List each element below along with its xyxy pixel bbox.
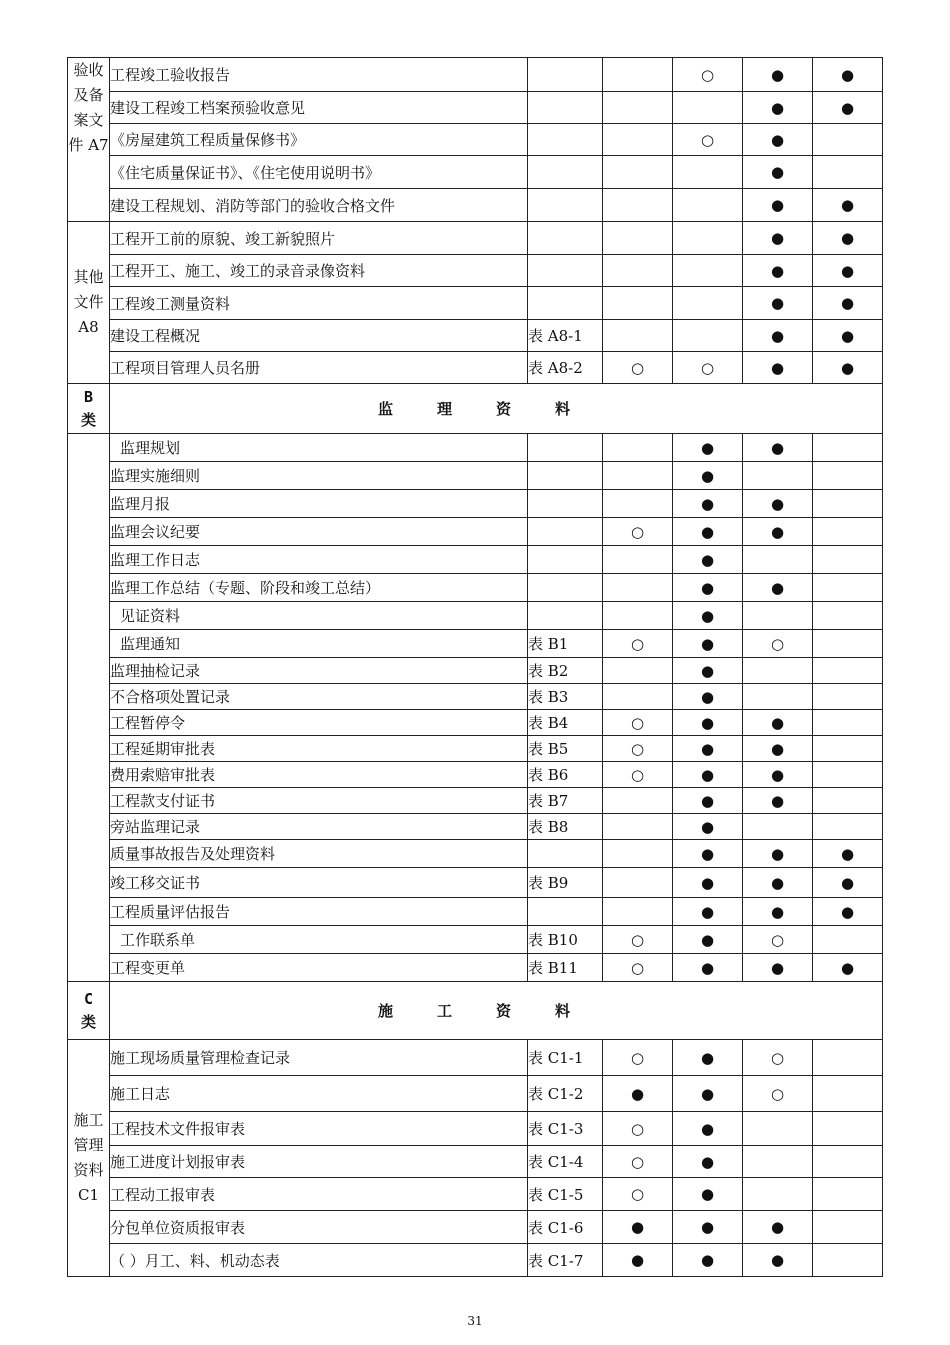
mark-cell bbox=[813, 1178, 883, 1211]
mark-cell bbox=[813, 684, 883, 710]
mark-cell: ● bbox=[813, 868, 883, 898]
mark-cell: ○ bbox=[603, 710, 673, 736]
mark-cell bbox=[813, 788, 883, 814]
mark-cell bbox=[603, 320, 673, 352]
mark-cell bbox=[673, 156, 743, 189]
mark-cell bbox=[743, 1112, 813, 1146]
mark-cell bbox=[813, 574, 883, 602]
table-row bbox=[68, 898, 883, 926]
table-row bbox=[68, 462, 883, 490]
item-name: 工程质量评估报告 bbox=[110, 898, 528, 926]
form-number bbox=[528, 574, 603, 602]
form-number: 表 B3 bbox=[528, 684, 603, 710]
mark-cell: ○ bbox=[603, 1112, 673, 1146]
mark-cell: ● bbox=[673, 710, 743, 736]
mark-cell: ● bbox=[813, 954, 883, 982]
table-row bbox=[68, 814, 883, 840]
table-row bbox=[68, 602, 883, 630]
item-name: 工程竣工测量资料 bbox=[110, 287, 528, 320]
mark-cell: ● bbox=[743, 574, 813, 602]
table-row bbox=[68, 156, 883, 189]
mark-cell bbox=[743, 546, 813, 574]
table-row bbox=[68, 868, 883, 898]
mark-cell: ● bbox=[743, 788, 813, 814]
archive-table bbox=[67, 57, 883, 1277]
mark-cell: ● bbox=[743, 434, 813, 462]
mark-cell bbox=[813, 926, 883, 954]
mark-cell: ● bbox=[813, 898, 883, 926]
item-name: 建设工程竣工档案预验收意见 bbox=[110, 92, 528, 124]
table-row bbox=[68, 762, 883, 788]
table-row bbox=[68, 658, 883, 684]
mark-cell bbox=[603, 462, 673, 490]
item-name: 施工进度计划报审表 bbox=[110, 1146, 528, 1178]
mark-cell: ● bbox=[673, 630, 743, 658]
mark-cell bbox=[743, 462, 813, 490]
mark-cell bbox=[603, 255, 673, 287]
mark-cell bbox=[603, 868, 673, 898]
form-number: 表 B8 bbox=[528, 814, 603, 840]
form-number: 表 B4 bbox=[528, 710, 603, 736]
mark-cell: ● bbox=[743, 762, 813, 788]
table-row bbox=[68, 124, 883, 156]
mark-cell bbox=[603, 434, 673, 462]
section-letter bbox=[68, 982, 110, 1040]
mark-cell bbox=[813, 602, 883, 630]
form-number bbox=[528, 92, 603, 124]
mark-cell: ● bbox=[603, 1076, 673, 1112]
mark-cell: ● bbox=[813, 840, 883, 868]
form-number bbox=[528, 434, 603, 462]
form-number: 表 C1-1 bbox=[528, 1040, 603, 1076]
mark-cell bbox=[603, 602, 673, 630]
item-name: 见证资料 bbox=[110, 602, 528, 630]
table-row bbox=[68, 1146, 883, 1178]
section-header-row bbox=[68, 384, 883, 434]
form-number: 表 C1-4 bbox=[528, 1146, 603, 1178]
mark-cell bbox=[813, 630, 883, 658]
form-number: 表 B7 bbox=[528, 788, 603, 814]
mark-cell bbox=[813, 490, 883, 518]
mark-cell bbox=[813, 1244, 883, 1277]
form-number bbox=[528, 58, 603, 92]
mark-cell: ● bbox=[673, 898, 743, 926]
table-row bbox=[68, 320, 883, 352]
mark-cell: ○ bbox=[603, 518, 673, 546]
mark-cell: ● bbox=[603, 1211, 673, 1244]
section-letter-suffix: 类 bbox=[80, 1012, 96, 1031]
mark-cell bbox=[813, 1076, 883, 1112]
mark-cell bbox=[813, 518, 883, 546]
mark-cell bbox=[673, 92, 743, 124]
mark-cell: ● bbox=[813, 320, 883, 352]
form-number bbox=[528, 490, 603, 518]
table-row bbox=[68, 926, 883, 954]
mark-cell bbox=[813, 736, 883, 762]
mark-cell: ● bbox=[673, 434, 743, 462]
table-row bbox=[68, 1040, 883, 1076]
item-name: 竣工移交证书 bbox=[110, 868, 528, 898]
mark-cell bbox=[813, 1112, 883, 1146]
mark-cell bbox=[813, 814, 883, 840]
table-row bbox=[68, 490, 883, 518]
item-name: 旁站监理记录 bbox=[110, 814, 528, 840]
mark-cell bbox=[603, 546, 673, 574]
mark-cell: ● bbox=[673, 868, 743, 898]
mark-cell: ● bbox=[673, 1146, 743, 1178]
table-row bbox=[68, 788, 883, 814]
table-row bbox=[68, 1211, 883, 1244]
table-row bbox=[68, 1244, 883, 1277]
item-name: 工程延期审批表 bbox=[110, 736, 528, 762]
form-number: 表 B9 bbox=[528, 868, 603, 898]
mark-cell: ○ bbox=[743, 1076, 813, 1112]
item-name: 费用索赔审批表 bbox=[110, 762, 528, 788]
item-name: 《住宅质量保证书》、《住宅使用说明书》 bbox=[110, 156, 528, 189]
table-row bbox=[68, 92, 883, 124]
table-row bbox=[68, 710, 883, 736]
mark-cell: ● bbox=[673, 684, 743, 710]
mark-cell bbox=[603, 840, 673, 868]
form-number bbox=[528, 546, 603, 574]
item-name: 工程开工前的原貌、竣工新貌照片 bbox=[110, 222, 528, 255]
mark-cell bbox=[813, 1146, 883, 1178]
item-name: 监理通知 bbox=[110, 630, 528, 658]
mark-cell: ● bbox=[673, 1244, 743, 1277]
mark-cell: ● bbox=[673, 490, 743, 518]
mark-cell: ● bbox=[673, 658, 743, 684]
item-name: 工作联系单 bbox=[110, 926, 528, 954]
mark-cell: ● bbox=[743, 868, 813, 898]
form-number bbox=[528, 840, 603, 868]
mark-cell bbox=[813, 462, 883, 490]
form-number bbox=[528, 156, 603, 189]
section-title: 监理资料 bbox=[110, 384, 883, 434]
mark-cell: ○ bbox=[603, 352, 673, 384]
mark-cell bbox=[603, 658, 673, 684]
mark-cell: ● bbox=[813, 222, 883, 255]
section-letter-suffix: 类 bbox=[80, 410, 96, 429]
item-name: 监理规划 bbox=[110, 434, 528, 462]
form-number bbox=[528, 898, 603, 926]
mark-cell bbox=[603, 156, 673, 189]
mark-cell bbox=[603, 92, 673, 124]
mark-cell: ● bbox=[743, 124, 813, 156]
mark-cell: ● bbox=[813, 92, 883, 124]
mark-cell bbox=[813, 762, 883, 788]
item-name: 质量事故报告及处理资料 bbox=[110, 840, 528, 868]
mark-cell bbox=[813, 156, 883, 189]
mark-cell bbox=[743, 602, 813, 630]
mark-cell bbox=[603, 788, 673, 814]
form-number bbox=[528, 602, 603, 630]
mark-cell: ○ bbox=[743, 630, 813, 658]
section-title: 施工资料 bbox=[110, 982, 883, 1040]
mark-cell: ● bbox=[673, 762, 743, 788]
mark-cell bbox=[813, 1211, 883, 1244]
table-row bbox=[68, 1112, 883, 1146]
mark-cell: ● bbox=[743, 189, 813, 222]
mark-cell bbox=[673, 189, 743, 222]
table-row bbox=[68, 58, 883, 92]
table-row bbox=[68, 1178, 883, 1211]
mark-cell bbox=[813, 658, 883, 684]
item-name: 工程竣工验收报告 bbox=[110, 58, 528, 92]
table-row bbox=[68, 546, 883, 574]
mark-cell: ● bbox=[673, 926, 743, 954]
item-name: 监理抽检记录 bbox=[110, 658, 528, 684]
mark-cell bbox=[813, 124, 883, 156]
item-name: 建设工程规划、消防等部门的验收合格文件 bbox=[110, 189, 528, 222]
mark-cell: ○ bbox=[743, 926, 813, 954]
form-number: 表 C1-7 bbox=[528, 1244, 603, 1277]
form-number bbox=[528, 462, 603, 490]
mark-cell bbox=[673, 287, 743, 320]
item-name: 监理月报 bbox=[110, 490, 528, 518]
mark-cell: ● bbox=[673, 788, 743, 814]
mark-cell: ● bbox=[813, 352, 883, 384]
mark-cell bbox=[813, 710, 883, 736]
mark-cell: ○ bbox=[603, 736, 673, 762]
item-name: 监理工作日志 bbox=[110, 546, 528, 574]
mark-cell bbox=[603, 287, 673, 320]
mark-cell: ● bbox=[673, 574, 743, 602]
category-label: 施工管理资料 C1 bbox=[68, 1040, 110, 1277]
mark-cell bbox=[603, 58, 673, 92]
mark-cell bbox=[603, 684, 673, 710]
mark-cell: ● bbox=[743, 352, 813, 384]
mark-cell: ● bbox=[673, 736, 743, 762]
mark-cell bbox=[743, 1146, 813, 1178]
mark-cell bbox=[603, 574, 673, 602]
form-number: 表 A8-1 bbox=[528, 320, 603, 352]
table-row bbox=[68, 954, 883, 982]
form-number: 表 B1 bbox=[528, 630, 603, 658]
item-name: 不合格项处置记录 bbox=[110, 684, 528, 710]
table-row bbox=[68, 255, 883, 287]
table-row bbox=[68, 630, 883, 658]
mark-cell: ● bbox=[743, 840, 813, 868]
mark-cell: ○ bbox=[673, 124, 743, 156]
form-number: 表 B2 bbox=[528, 658, 603, 684]
mark-cell: ● bbox=[673, 462, 743, 490]
mark-cell: ○ bbox=[673, 58, 743, 92]
table-row bbox=[68, 684, 883, 710]
mark-cell: ○ bbox=[603, 1040, 673, 1076]
mark-cell: ● bbox=[743, 710, 813, 736]
form-number: 表 B6 bbox=[528, 762, 603, 788]
form-number: 表 B11 bbox=[528, 954, 603, 982]
mark-cell: ● bbox=[673, 954, 743, 982]
mark-cell: ● bbox=[813, 255, 883, 287]
mark-cell: ● bbox=[743, 92, 813, 124]
mark-cell bbox=[603, 124, 673, 156]
mark-cell: ● bbox=[743, 320, 813, 352]
item-name: 《房屋建筑工程质量保修书》 bbox=[110, 124, 528, 156]
mark-cell: ● bbox=[813, 58, 883, 92]
section-letter-code: C bbox=[83, 989, 94, 1008]
form-number bbox=[528, 255, 603, 287]
item-name: 施工日志 bbox=[110, 1076, 528, 1112]
form-number bbox=[528, 518, 603, 546]
section-letter bbox=[68, 384, 110, 434]
mark-cell: ● bbox=[673, 814, 743, 840]
item-name: 工程开工、施工、竣工的录音录像资料 bbox=[110, 255, 528, 287]
table-row bbox=[68, 840, 883, 868]
mark-cell: ● bbox=[673, 1112, 743, 1146]
mark-cell: ○ bbox=[603, 1146, 673, 1178]
mark-cell: ○ bbox=[743, 1040, 813, 1076]
mark-cell: ○ bbox=[603, 630, 673, 658]
form-number: 表 C1-6 bbox=[528, 1211, 603, 1244]
mark-cell: ● bbox=[743, 518, 813, 546]
item-name: 施工现场质量管理检查记录 bbox=[110, 1040, 528, 1076]
form-number: 表 C1-5 bbox=[528, 1178, 603, 1211]
mark-cell: ○ bbox=[603, 926, 673, 954]
table-body bbox=[68, 58, 883, 1277]
form-number bbox=[528, 222, 603, 255]
mark-cell bbox=[813, 1040, 883, 1076]
item-name: 工程款支付证书 bbox=[110, 788, 528, 814]
category-label: 验收及备案文件 A7 bbox=[68, 58, 110, 222]
form-number: 表 B5 bbox=[528, 736, 603, 762]
item-name: 工程技术文件报审表 bbox=[110, 1112, 528, 1146]
mark-cell: ● bbox=[673, 840, 743, 868]
mark-cell: ● bbox=[743, 287, 813, 320]
mark-cell: ○ bbox=[603, 762, 673, 788]
mark-cell: ● bbox=[743, 898, 813, 926]
mark-cell: ● bbox=[673, 1040, 743, 1076]
form-number bbox=[528, 124, 603, 156]
item-name: （ ）月工、料、机动态表 bbox=[110, 1244, 528, 1277]
section-letter-code: B bbox=[83, 387, 94, 406]
mark-cell: ● bbox=[743, 490, 813, 518]
mark-cell bbox=[603, 898, 673, 926]
table-row bbox=[68, 189, 883, 222]
mark-cell bbox=[743, 814, 813, 840]
category-label: 其他文件 A8 bbox=[68, 222, 110, 384]
mark-cell: ● bbox=[743, 954, 813, 982]
mark-cell bbox=[603, 222, 673, 255]
item-name: 建设工程概况 bbox=[110, 320, 528, 352]
mark-cell: ● bbox=[673, 1076, 743, 1112]
mark-cell bbox=[603, 490, 673, 518]
table-row bbox=[68, 1076, 883, 1112]
form-number bbox=[528, 287, 603, 320]
mark-cell: ● bbox=[603, 1244, 673, 1277]
mark-cell: ● bbox=[743, 222, 813, 255]
item-name: 监理工作总结（专题、阶段和竣工总结） bbox=[110, 574, 528, 602]
mark-cell: ● bbox=[673, 602, 743, 630]
mark-cell: ● bbox=[743, 58, 813, 92]
form-number: 表 C1-2 bbox=[528, 1076, 603, 1112]
mark-cell: ○ bbox=[673, 352, 743, 384]
item-name: 监理实施细则 bbox=[110, 462, 528, 490]
table-row bbox=[68, 736, 883, 762]
mark-cell bbox=[673, 320, 743, 352]
mark-cell bbox=[813, 546, 883, 574]
mark-cell: ● bbox=[743, 1244, 813, 1277]
table-row bbox=[68, 574, 883, 602]
category-label bbox=[68, 434, 110, 982]
item-name: 工程暂停令 bbox=[110, 710, 528, 736]
mark-cell: ● bbox=[813, 287, 883, 320]
mark-cell: ● bbox=[743, 156, 813, 189]
form-number: 表 B10 bbox=[528, 926, 603, 954]
table-row bbox=[68, 518, 883, 546]
mark-cell: ● bbox=[673, 518, 743, 546]
mark-cell: ● bbox=[673, 546, 743, 574]
mark-cell: ● bbox=[813, 189, 883, 222]
mark-cell: ● bbox=[673, 1178, 743, 1211]
form-number: 表 A8-2 bbox=[528, 352, 603, 384]
mark-cell bbox=[743, 684, 813, 710]
table-row bbox=[68, 222, 883, 255]
table-row bbox=[68, 287, 883, 320]
mark-cell: ● bbox=[673, 1211, 743, 1244]
mark-cell: ● bbox=[743, 255, 813, 287]
item-name: 工程项目管理人员名册 bbox=[110, 352, 528, 384]
item-name: 工程动工报审表 bbox=[110, 1178, 528, 1211]
mark-cell bbox=[673, 222, 743, 255]
mark-cell bbox=[603, 189, 673, 222]
section-header-row bbox=[68, 982, 883, 1040]
table-row bbox=[68, 352, 883, 384]
mark-cell: ● bbox=[743, 736, 813, 762]
form-number bbox=[528, 189, 603, 222]
mark-cell bbox=[813, 434, 883, 462]
mark-cell bbox=[603, 814, 673, 840]
form-number: 表 C1-3 bbox=[528, 1112, 603, 1146]
item-name: 工程变更单 bbox=[110, 954, 528, 982]
mark-cell bbox=[673, 255, 743, 287]
table-row bbox=[68, 434, 883, 462]
mark-cell: ○ bbox=[603, 954, 673, 982]
mark-cell bbox=[743, 1178, 813, 1211]
mark-cell bbox=[743, 658, 813, 684]
mark-cell: ○ bbox=[603, 1178, 673, 1211]
item-name: 监理会议纪要 bbox=[110, 518, 528, 546]
item-name: 分包单位资质报审表 bbox=[110, 1211, 528, 1244]
mark-cell: ● bbox=[743, 1211, 813, 1244]
page-number: 31 bbox=[467, 1314, 483, 1328]
